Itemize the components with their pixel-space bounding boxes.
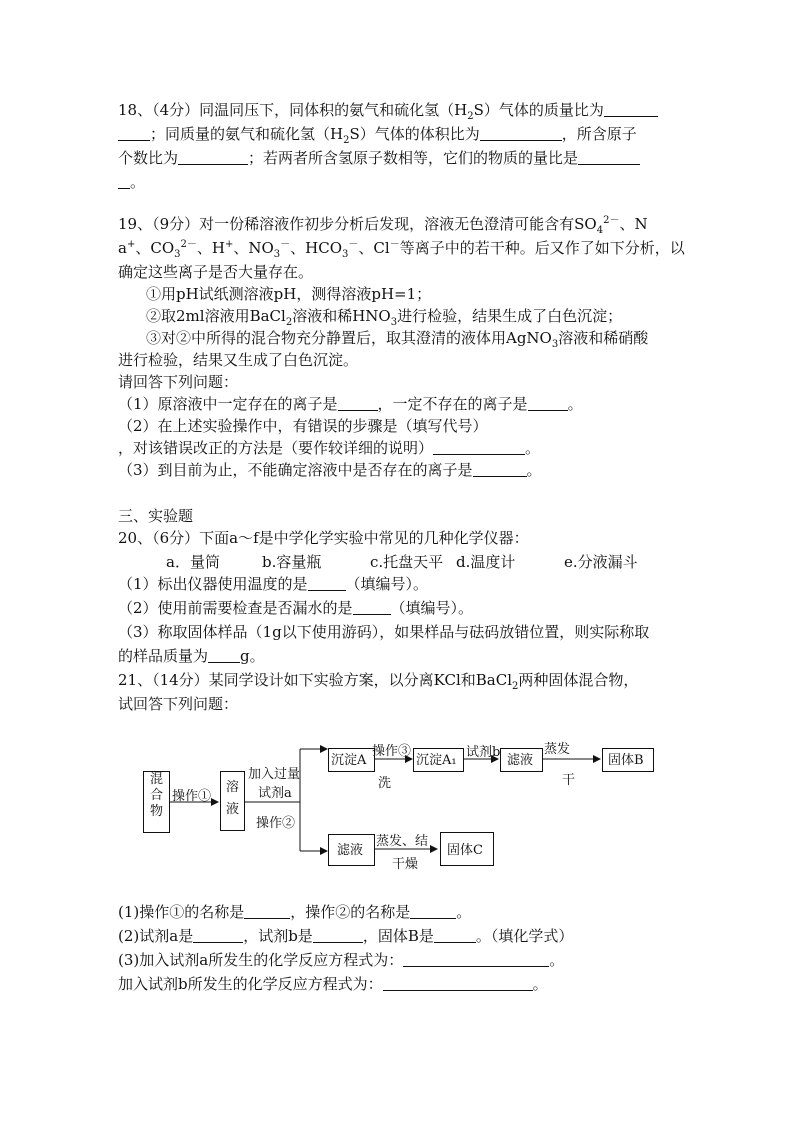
q20-answer-3: （3）称取固体样品（1g以下使用游码），如果样品与砝码放错位置，则实际称取 xyxy=(118,623,650,641)
box-solid-b: 固体B xyxy=(602,748,654,772)
q21-line-1: 21、（14分）某同学设计如下实验方案，以分离KCl和BaCl$_2$两种固体混合物， xyxy=(118,671,639,692)
q19-step-3: ③对②中所得的混合物充分静置后，取其澄清的液体用AgNO$_3$溶液和稀硝酸 xyxy=(146,329,649,350)
q18-line-4: 。 xyxy=(118,172,145,192)
box-solid-c: 固体C xyxy=(440,832,494,866)
q19-step-3-cont: 进行检验，结果又生成了白色沉淀。 xyxy=(118,351,359,369)
q20-answer-3-cont: 的样品质量为 g。 xyxy=(118,647,265,665)
q19-ask: 请回答下列问题： xyxy=(118,373,239,391)
label-op2: 操作② xyxy=(256,816,296,831)
label-reagent-a-2: 试剂a xyxy=(258,786,292,801)
answer-blank[interactable] xyxy=(433,439,525,455)
q19-line-3: 确定这些离子是否大量存在。 xyxy=(118,263,314,281)
label-reagent-a-1: 加入过量 xyxy=(248,767,301,782)
answer-blank[interactable] xyxy=(118,125,150,141)
q19-step-1: ①用pH试纸测溶液pH，测得溶液pH=1； xyxy=(146,285,432,303)
answer-blank[interactable] xyxy=(410,903,456,919)
separation-flowchart xyxy=(130,735,670,875)
q21-line-2: 试回答下列问题： xyxy=(118,695,239,713)
q20-answer-2: （2）使用前需要检查是否漏水的是 （填编号）。 xyxy=(118,599,474,617)
q18-line-3: 个数比为 ；若两者所含氢原子数相等，它们的物质的量比是 xyxy=(118,148,640,168)
label-evap-3: 蒸发、结 xyxy=(376,834,429,849)
q20-answer-1: （1）标出仪器使用温度的是 （填编号）。 xyxy=(118,575,429,593)
q20-instrument-a: a．量筒 xyxy=(166,553,220,571)
label-op3: 操作③ xyxy=(372,744,412,759)
q20-instrument-d: d.温度计 xyxy=(456,553,516,571)
answer-blank[interactable] xyxy=(528,395,568,411)
box-precipitate-a: 沉淀A xyxy=(328,748,375,772)
answer-blank[interactable] xyxy=(403,951,549,967)
q20-instrument-e: e.分液漏斗 xyxy=(564,553,638,571)
q20-instrument-b: b.容量瓶 xyxy=(262,553,322,571)
answer-blank[interactable] xyxy=(338,395,378,411)
label-evap-4: 干燥 xyxy=(392,857,419,872)
q21-answer-3: (3)加入试剂a所发生的化学反应方程式为： 。 xyxy=(118,951,565,969)
q19-step-2: ②取2ml溶液用BaCl$_2$溶液和稀$HNO_3$进行检验，结果生成了白色沉淀； xyxy=(146,307,623,328)
answer-blank[interactable] xyxy=(473,461,527,477)
q19-answer-2-cont: ，对该错误改正的方法是（要作较详细的说明） 。 xyxy=(118,439,541,457)
box-filtrate-2: 滤液 xyxy=(328,834,375,866)
box-precipitate-a1: 沉淀A₁ xyxy=(413,748,464,772)
section-heading: 三、实验题 xyxy=(118,507,194,525)
answer-blank[interactable] xyxy=(604,101,658,117)
answer-blank[interactable] xyxy=(193,927,243,943)
label-evap-1: 蒸发 xyxy=(544,742,571,757)
q21-answer-4: 加入试剂b所发生的化学反应方程式为： 。 xyxy=(118,975,548,993)
label-evap-2: 干 xyxy=(562,773,576,788)
q19-answer-2: （2）在上述实验操作中，有错误的步骤是（填写代号） xyxy=(118,417,488,435)
q19-answer-3: （3）到目前为止，不能确定溶液中是否存在的离子是 。 xyxy=(118,461,542,479)
box-filtrate-1: 滤液 xyxy=(500,748,543,772)
answer-blank[interactable] xyxy=(118,173,130,189)
q20-instrument-c: c.托盘天平 xyxy=(370,553,444,571)
q18-line-2: ；同质量的氨气和硫化氢$(H_2S)$气体的体积比为 ，所含原子 xyxy=(118,124,637,144)
q19-line-1: 19、（9分）对一份稀溶液作初步分析后发现，溶液无色澄清可能含有$SO_4^{2-}$、N xyxy=(118,215,648,236)
answer-blank[interactable] xyxy=(434,927,476,943)
answer-blank[interactable] xyxy=(313,927,363,943)
box-solution: 溶 液 xyxy=(220,771,245,831)
q19-line-2: a+、$CO_3^{2-}$、H+、$NO_3^-$、$HCO_3^-$、Cl－等离子中的若干种。后又作了如下分析，以 xyxy=(118,239,685,260)
q19-answer-1: （1）原溶液中一定存在的离子是 ，一定不存在的离子是 。 xyxy=(118,395,583,413)
answer-blank[interactable] xyxy=(308,575,346,591)
q21-answer-2: (2)试剂a是 ，试剂b是 ，固体B是 。（填化学式） xyxy=(118,927,574,945)
answer-blank[interactable] xyxy=(178,149,248,165)
q21-answer-1: (1)操作①的名称是 ，操作②的名称是 。 xyxy=(118,903,472,921)
answer-blank[interactable] xyxy=(383,975,533,991)
answer-blank[interactable] xyxy=(480,125,562,141)
q20-line-1: 20、（6分）下面a～f是中学化学实验中常见的几种化学仪器： xyxy=(118,529,529,547)
label-reagent-b: 试剂b xyxy=(466,745,501,760)
answer-blank[interactable] xyxy=(244,903,290,919)
q18-line-1: 18、（4分）同温同压下，同体积的氨气和硫化氢$(H_2S)$气体的质量比为 xyxy=(118,100,658,120)
answer-blank[interactable] xyxy=(578,149,640,165)
label-op1: 操作① xyxy=(172,789,212,804)
answer-blank[interactable] xyxy=(353,599,391,615)
box-mixture: 混 合 物 xyxy=(143,771,170,833)
label-wash: 洗 xyxy=(378,776,392,791)
answer-blank[interactable] xyxy=(208,647,240,663)
